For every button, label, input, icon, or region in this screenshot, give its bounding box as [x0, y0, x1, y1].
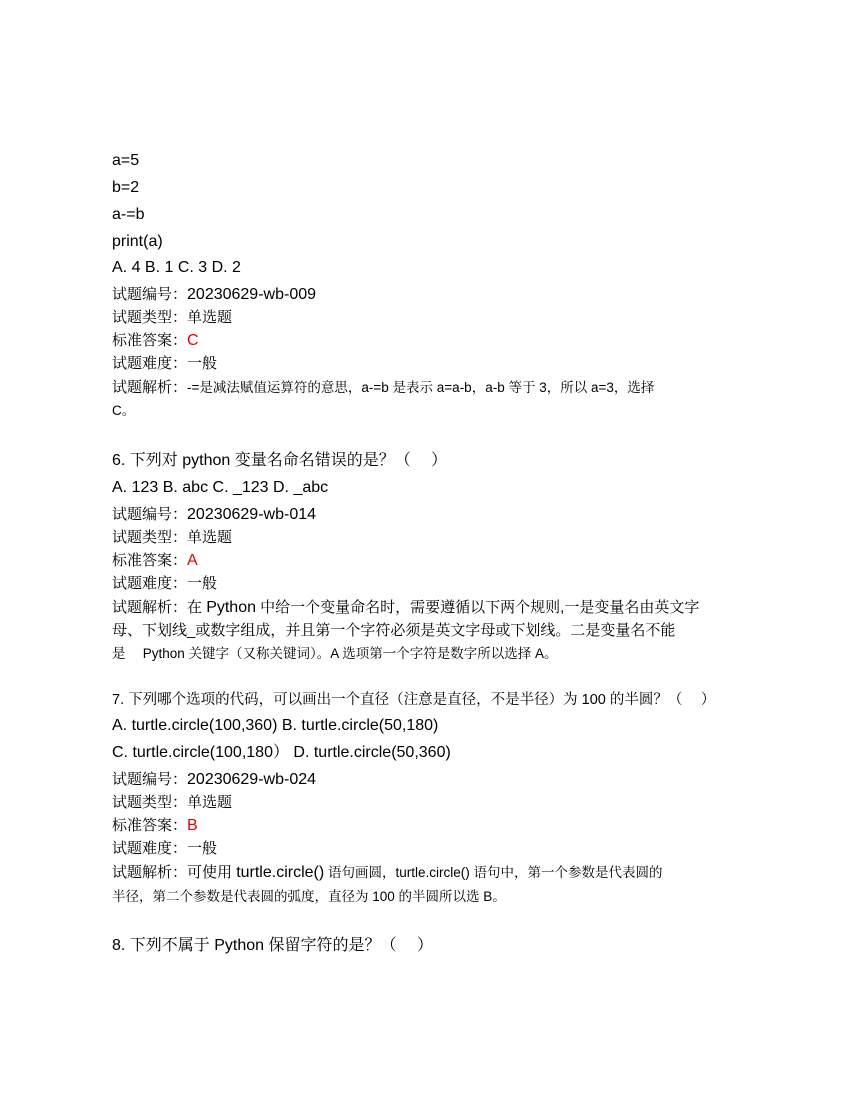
analysis-text: 可使用: [187, 864, 237, 881]
answer-value: B: [187, 817, 198, 834]
analysis-text: Python: [206, 599, 256, 616]
q6-type: [112, 528, 232, 548]
code-line: b=2: [112, 179, 140, 196]
q7-id: [112, 770, 316, 790]
difficulty-value: 一般: [187, 355, 218, 372]
question-type: 单选题: [187, 309, 233, 326]
q6-question: 6. 下列对 python 变量名命名错误的是？（ ）: [112, 452, 448, 469]
label: 标准答案：: [112, 817, 188, 834]
answer-value: C: [187, 332, 199, 349]
label: 试题难度：: [112, 840, 188, 857]
label: 试题解析：: [112, 379, 188, 396]
label: 试题编号：: [112, 506, 188, 523]
q8-question: 8. 下列不属于 Python 保留字符的是？（ ）: [112, 937, 433, 954]
q7-type: [112, 793, 232, 813]
q6-options: A. 123 B. abc C. _123 D. _abc: [112, 479, 329, 496]
label: 试题类型：: [112, 794, 188, 811]
q7-answer: [112, 816, 198, 836]
question-id: 20230629-wb-009: [187, 286, 317, 303]
question-id: 20230629-wb-024: [187, 771, 317, 788]
analysis-text: 中给一个变量命名时，需要遵循以下两个规则,一是变量名由英文字: [256, 599, 700, 616]
label: 试题编号：: [112, 286, 188, 303]
question-type: 单选题: [187, 529, 233, 546]
label: 试题难度：: [112, 355, 188, 372]
q6-difficulty: [112, 574, 217, 594]
analysis-text: 在: [187, 599, 207, 616]
label: 试题解析：: [112, 864, 188, 881]
label: 试题类型：: [112, 309, 188, 326]
code-line: print(a): [112, 233, 163, 250]
q7-options: A. turtle.circle(100,360) B. turtle.circle(50,180): [112, 717, 439, 734]
question-type: 单选题: [187, 794, 233, 811]
q5-type: [112, 308, 232, 328]
q5-answer: [112, 331, 199, 351]
analysis-text: C。: [112, 403, 136, 418]
code-line: a-=b: [112, 206, 145, 223]
label: 试题难度：: [112, 575, 188, 592]
difficulty-value: 一般: [187, 840, 218, 857]
q6-analysis: [112, 598, 699, 618]
q5-analysis: [112, 378, 654, 398]
label: 试题编号：: [112, 771, 188, 788]
difficulty-value: 一般: [187, 575, 218, 592]
q7-question: 7. 下列哪个选项的代码，可以画出一个直径（注意是直径，不是半径）为 100 的半圆？（ ）: [112, 692, 716, 708]
q7-analysis: [112, 863, 662, 883]
label: 标准答案：: [112, 552, 188, 569]
q6-id: [112, 505, 316, 525]
q7-options: C. turtle.circle(100,180） D. turtle.circle(50,360): [112, 744, 451, 761]
analysis-text: 语句画圆，turtle.circle() 语句中，第一个参数是代表圆的: [324, 865, 663, 880]
analysis-text: turtle.circle(): [236, 864, 325, 881]
q5-options: A. 4 B. 1 C. 3 D. 2: [112, 259, 241, 276]
q7-difficulty: [112, 839, 217, 859]
label: 标准答案：: [112, 332, 188, 349]
q6-answer: [112, 551, 198, 571]
analysis-text: 母、下划线_或数字组成，并且第一个字符必须是英文字母或下划线。二是变量名不能: [112, 622, 676, 639]
question-id: 20230629-wb-014: [187, 506, 317, 523]
q5-id: [112, 285, 316, 305]
analysis-text: -=是减法赋值运算符的意思，a-=b 是表示 a=a-b，a-b 等于 3，所以 a=3，选择: [187, 380, 655, 395]
analysis-text: 半径，第二个参数是代表圆的弧度，直径为 100 的半圆所以选 B。: [112, 889, 506, 904]
analysis-text: 是 Python 关键字（又称关键词）。A 选项第一个字符是数字所以选择 A。: [112, 646, 558, 661]
answer-value: A: [187, 552, 198, 569]
code-line: a=5: [112, 152, 140, 169]
label: 试题解析：: [112, 599, 188, 616]
label: 试题类型：: [112, 529, 188, 546]
q5-difficulty: [112, 354, 217, 374]
